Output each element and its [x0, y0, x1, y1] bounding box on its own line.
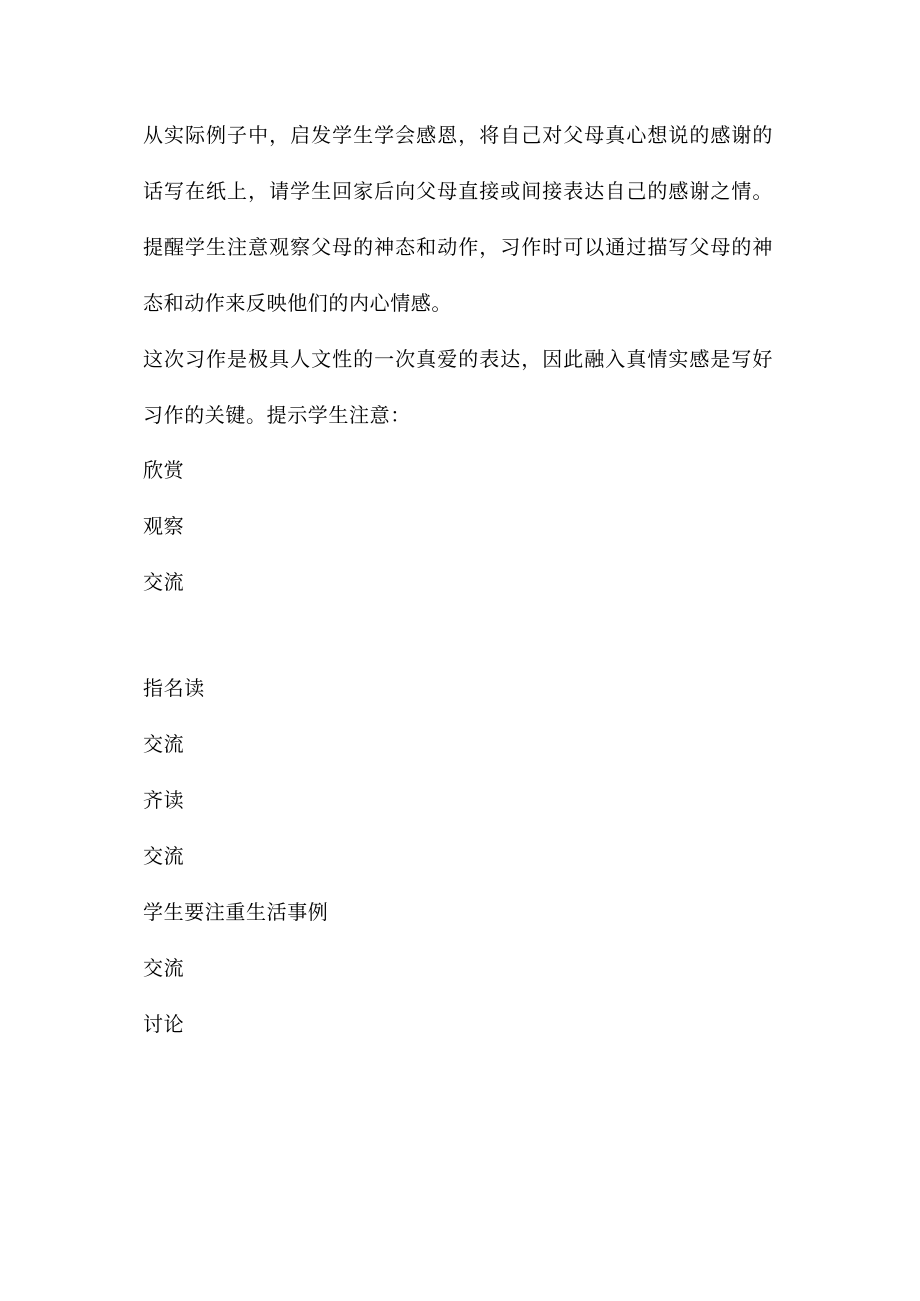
list-item: 指名读 — [143, 676, 205, 700]
list-item: 学生要注重生活事例 — [143, 900, 329, 924]
list-item: 齐读 — [143, 788, 185, 812]
paragraph-gratitude-activity: 从实际例子中，启发学生学会感恩，将自己对父母真心想说的感谢的话写在纸上，请学生回家后向父母直接或间接表达自己的感谢之情。提醒学生注意观察父母的神态和动作，习作时可以通过描写父母的神态和动作来反映他们的内心情感。 — [143, 123, 773, 315]
paragraph-writing-key: 这次习作是极具人文性的一次真爱的表达，因此融入真情实感是写好习作的关键。提示学生注意： — [143, 347, 773, 427]
list-item: 欣赏 — [143, 458, 185, 482]
list-item: 交流 — [143, 844, 185, 868]
list-item: 交流 — [143, 732, 185, 756]
list-item: 交流 — [143, 570, 185, 594]
list-item: 讨论 — [143, 1012, 185, 1036]
list-item: 观察 — [143, 514, 185, 538]
list-item: 交流 — [143, 956, 185, 980]
